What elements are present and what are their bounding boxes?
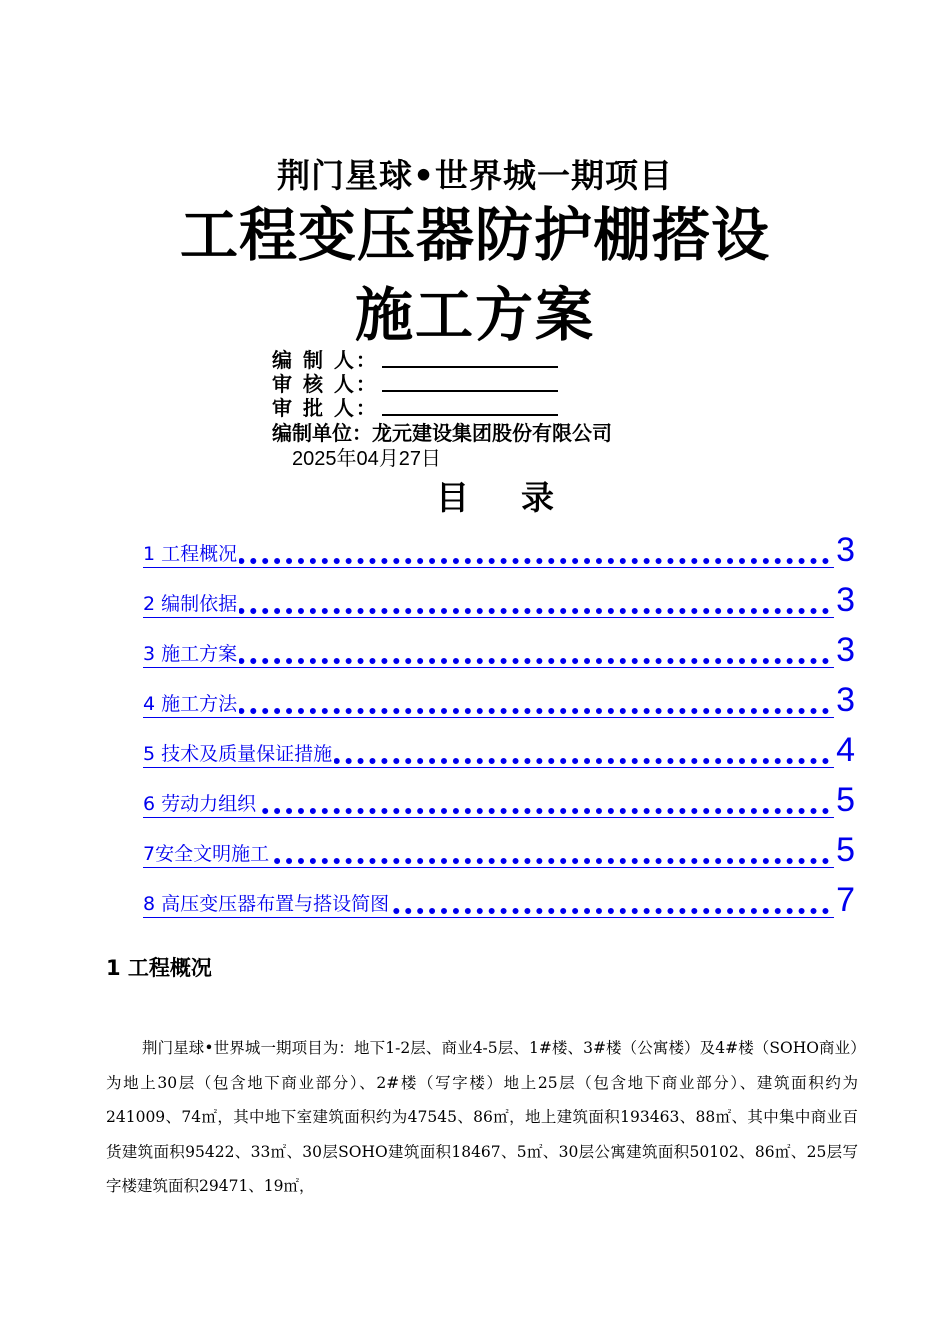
toc-item-page: 3: [836, 681, 855, 719]
compiling-unit: [272, 421, 612, 445]
toc-item-page: 7: [836, 881, 855, 919]
signature-label: 审 核 人：: [272, 372, 378, 396]
toc-item-label: 6 劳动力组织: [143, 789, 258, 816]
toc-item-label: 8 高压变压器布置与搭设简图: [143, 889, 391, 916]
section-heading: 1 工程概况: [106, 956, 212, 980]
toc-title-char: 录: [521, 478, 554, 517]
signature-row-reviewer: [272, 372, 558, 396]
project-name: 荆门星球•世界城一期项目: [276, 156, 674, 195]
section-paragraph: 荆门星球•世界城一期项目为：地下1-2层、商业4-5层、1#楼、3#楼（公寓楼）及4#楼（SOHO商业）为地上30层（包含地下商业部分）、2#楼（写字楼）地上25层（包含地下商业部分）、建筑面积约为241009、74㎡，其中地下室建筑面积约为47545、86㎡，地上建筑面积193463、88㎡、其中集中商业百货建筑面积95422、33㎡、30层SOHO建筑面积18467、5㎡、30层公寓建筑面积50102、86㎡、25层写字楼建筑面积29471、19㎡，: [106, 1039, 858, 1195]
toc-item[interactable]: [143, 778, 855, 818]
document-title-line-2: 施工方案: [354, 281, 595, 349]
toc-item-page: 3: [836, 631, 855, 669]
signature-line: [382, 396, 558, 416]
toc-title-char: 目: [436, 478, 469, 517]
signature-row-approver: [272, 396, 558, 420]
signature-line: [382, 348, 558, 368]
compiling-unit-value: 龙元建设集团股份有限公司: [372, 421, 612, 445]
toc-item-label: 3 施工方案: [143, 639, 239, 666]
toc-item-label: 2 编制依据: [143, 589, 239, 616]
toc-item[interactable]: [143, 678, 855, 718]
toc-item[interactable]: [143, 578, 855, 618]
compiling-unit-label: 编制单位：: [272, 421, 372, 445]
signature-line: [382, 372, 558, 392]
signature-label: 审 批 人：: [272, 396, 378, 420]
toc-item-label: 4 施工方法: [143, 689, 239, 716]
toc-item[interactable]: [143, 728, 855, 768]
toc-item[interactable]: [143, 628, 855, 668]
toc-item-page: 5: [836, 781, 855, 819]
toc-item[interactable]: [143, 528, 855, 568]
document-title-line-1: 工程变压器防护棚搭设: [179, 201, 770, 269]
toc-item-page: 3: [836, 531, 855, 569]
toc-item[interactable]: [143, 878, 855, 918]
toc-item-page: 3: [836, 581, 855, 619]
signature-label: 编 制 人：: [272, 348, 378, 372]
toc-item[interactable]: [143, 828, 855, 868]
toc-item-page: 5: [836, 831, 855, 869]
signature-row-author: [272, 348, 558, 372]
document-date: 2025年04月27日: [292, 448, 441, 470]
toc-title: [436, 478, 554, 518]
toc-item-label: 5 技术及质量保证措施: [143, 739, 334, 766]
toc-item-page: 4: [836, 731, 855, 769]
toc-item-label: 1 工程概况: [143, 539, 239, 566]
toc-item-label: 7安全文明施工: [143, 839, 271, 866]
